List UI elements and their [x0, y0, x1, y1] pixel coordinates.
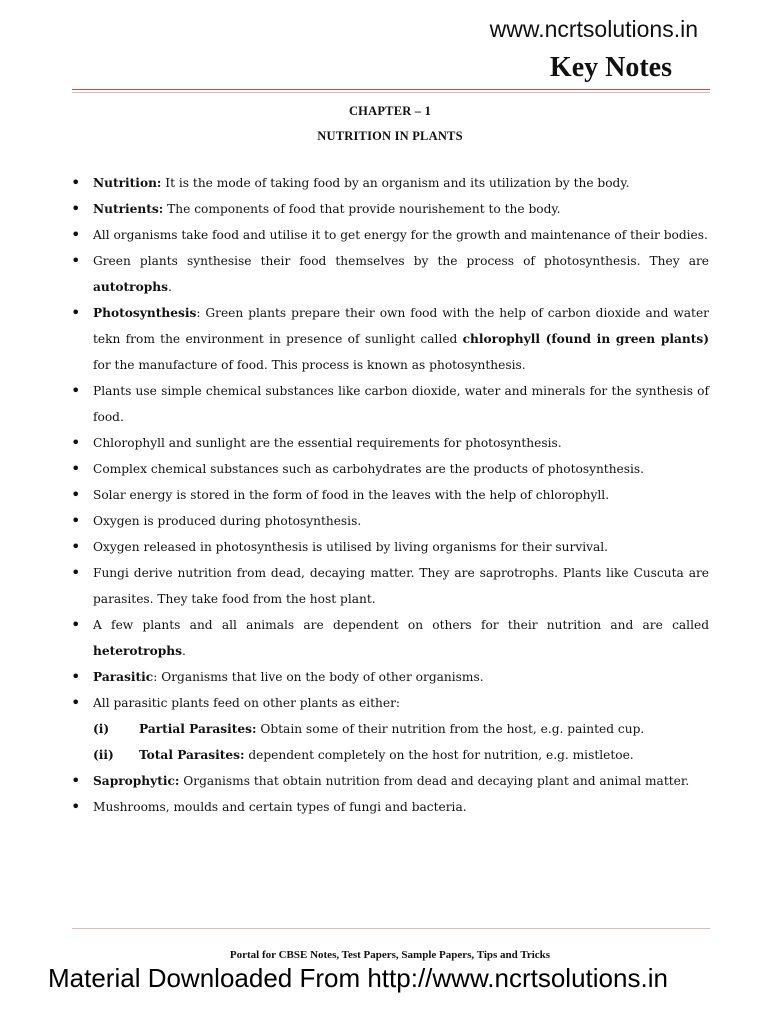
- term-label: Nutrients:: [93, 202, 164, 216]
- list-item: [71, 222, 709, 248]
- sub-list-item: [71, 742, 709, 768]
- note-text: Plants use simple chemical substances like carbon dioxide, water and minerals for the synthesis of food.: [93, 384, 709, 424]
- list-item: [71, 612, 709, 664]
- note-text: A few plants and all animals are dependent on others for their nutrition and are called: [93, 618, 709, 632]
- term-label: heterotrophs: [93, 644, 182, 658]
- footer-rule: [72, 928, 710, 929]
- term-label: Total Parasites:: [139, 748, 245, 762]
- list-item: [71, 560, 709, 612]
- chapter-title: CHAPTER – 1: [348, 104, 432, 118]
- note-text: Oxygen released in photosynthesis is utilised by living organisms for their survival.: [93, 540, 609, 554]
- note-text: : Organisms that live on the body of other organisms.: [153, 670, 484, 684]
- list-item: [71, 456, 709, 482]
- note-tail: for the manufacture of food. This process is known as photosynthesis.: [93, 358, 526, 372]
- list-item: [71, 508, 709, 534]
- footer-portal-text: Portal for CBSE Notes, Test Papers, Sample Papers, Tips and Tricks: [229, 949, 551, 961]
- term-label: Saprophytic:: [93, 774, 180, 788]
- list-item: [71, 794, 709, 820]
- note-text: Organisms that obtain nutrition from dead and decaying plant and animal matter.: [179, 774, 690, 788]
- list-item: [71, 664, 709, 690]
- sub-list-item: [71, 716, 709, 742]
- header-rule-secondary: [72, 92, 710, 93]
- note-text: Obtain some of their nutrition from the host, e.g. painted cup.: [256, 722, 645, 736]
- note-text: All parasitic plants feed on other plants as either:: [93, 696, 401, 710]
- list-item: [71, 248, 709, 300]
- list-item: [71, 196, 709, 222]
- term-label-secondary: chlorophyll (found in green plants): [462, 332, 709, 346]
- note-text: It is the mode of taking food by an organism and its utilization by the body.: [161, 176, 630, 190]
- term-label: autotrophs: [93, 280, 168, 294]
- term-label: Partial Parasites:: [139, 722, 257, 736]
- sub-item-number: (ii): [93, 748, 114, 762]
- site-url: www.ncrtsolutions.in: [489, 16, 698, 42]
- sub-item-number: (i): [93, 722, 110, 736]
- note-tail: .: [181, 644, 186, 658]
- note-text: Green plants synthesise their food themselves by the process of photosynthesis. They are: [93, 254, 709, 268]
- note-text: Solar energy is stored in the form of food in the leaves with the help of chlorophyll.: [93, 488, 610, 502]
- list-item: [71, 534, 709, 560]
- list-item: [71, 768, 709, 794]
- note-text: Complex chemical substances such as carbohydrates are the products of photosynthesis.: [93, 462, 645, 476]
- notes-list: [71, 170, 709, 820]
- header-rule: [72, 89, 710, 90]
- note-text: All organisms take food and utilise it to get energy for the growth and maintenance of their bodies.: [93, 228, 708, 242]
- note-text: Fungi derive nutrition from dead, decaying matter. They are saprotrophs. Plants like Cuscuta are parasites. They take food from the host plant.: [93, 566, 709, 606]
- list-item: [71, 170, 709, 196]
- note-text: : Green plants prepare their own food with the help of carbon dioxide and water tekn from the environment in presence of sunlight called: [93, 306, 709, 346]
- note-text: Mushrooms, moulds and certain types of fungi and bacteria.: [93, 800, 467, 814]
- term-label: Nutrition:: [93, 176, 162, 190]
- footer-download-text: Material Downloaded From http://www.ncrtsolutions.in: [48, 963, 668, 993]
- term-label: Parasitic: [93, 670, 154, 684]
- list-item: [71, 482, 709, 508]
- term-label: Photosynthesis: [93, 306, 197, 320]
- note-tail: .: [167, 280, 172, 294]
- note-text: dependent completely on the host for nutrition, e.g. mistletoe.: [244, 748, 634, 762]
- chapter-subtitle: NUTRITION IN PLANTS: [317, 129, 463, 143]
- note-text: Chlorophyll and sunlight are the essential requirements for photosynthesis.: [93, 436, 562, 450]
- list-item: [71, 300, 709, 378]
- note-text: Oxygen is produced during photosynthesis.: [93, 514, 362, 528]
- note-text: The components of food that provide nourishement to the body.: [163, 202, 561, 216]
- list-item: [71, 430, 709, 456]
- list-item: [71, 690, 709, 716]
- key-notes-heading: Key Notes: [549, 52, 672, 83]
- list-item: [71, 378, 709, 430]
